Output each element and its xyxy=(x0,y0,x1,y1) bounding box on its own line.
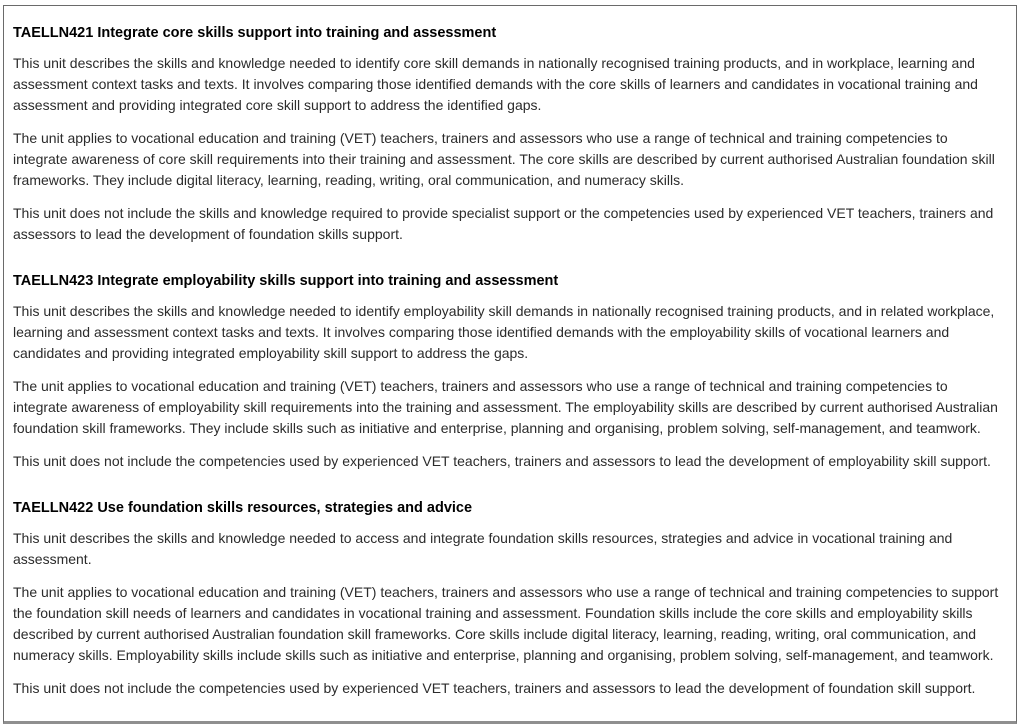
unit-paragraph: This unit describes the skills and knowledge needed to access and integrate foundation skills resources, strategies and advice in vocational training and assessment. xyxy=(13,530,953,567)
unit-section-taelln423 xyxy=(13,271,1006,472)
unit-paragraph: This unit does not include the skills and knowledge required to provide specialist support or the competencies used by experienced VET teachers, trainers and assessors to lead the development of foundation skills support. xyxy=(13,205,994,242)
unit-descriptions-box xyxy=(3,5,1017,724)
unit-paragraph: The unit applies to vocational education and training (VET) teachers, trainers and assessors who use a range of technical and training competencies to support the foundation skill needs of learners and candidates in vocational training and assessment. Foundation skills include the core skills and employability skills described by current authorised Australian foundation skill frameworks. Core skills include digital literacy, learning, reading, writing, oral communication, and numeracy skills. Employability skills include skills such as initiative and enterprise, planning and organising, problem solving, self-management, and teamwork. xyxy=(13,584,999,663)
unit-paragraph: This unit does not include the competencies used by experienced VET teachers, trainers and assessors to lead the development of employability skill support. xyxy=(13,453,991,469)
unit-paragraph: This unit describes the skills and knowledge needed to identify core skill demands in nationally recognised training products, and in workplace, learning and assessment context tasks and texts. It involves comparing those identified demands with the core skills of learners and candidates in vocational training and assessment and providing integrated core skill support to address the identified gaps. xyxy=(13,55,978,113)
unit-heading: TAELLN422 Use foundation skills resources, strategies and advice xyxy=(13,500,473,516)
unit-section-taelln422 xyxy=(13,498,1006,699)
unit-paragraph: The unit applies to vocational education and training (VET) teachers, trainers and assessors who use a range of technical and training competencies to integrate awareness of employability skill requirements into the training and assessment. The employability skills are described by current authorised Australian foundation skill frameworks. They include skills such as initiative and enterprise, planning and organising, problem solving, self-management, and teamwork. xyxy=(13,378,998,436)
unit-heading: TAELLN421 Integrate core skills support into training and assessment xyxy=(13,25,497,41)
unit-paragraph: This unit does not include the competencies used by experienced VET teachers, trainers and assessors to lead the development of foundation skill support. xyxy=(13,680,976,696)
unit-paragraph: The unit applies to vocational education and training (VET) teachers, trainers and assessors who use a range of technical and training competencies to integrate awareness of core skill requirements into their training and assessment. The core skills are described by current authorised Australian foundation skill frameworks. They include digital literacy, learning, reading, writing, oral communication, and numeracy skills. xyxy=(13,130,995,188)
unit-paragraph: This unit describes the skills and knowledge needed to identify employability skill demands in nationally recognised training products, and in related workplace, learning and assessment context tasks and texts. It involves comparing those identified demands with the employability skills of vocational learners and candidates and providing integrated employability skill support to address the gaps. xyxy=(13,303,995,361)
unit-section-taelln421 xyxy=(13,23,1006,245)
unit-heading: TAELLN423 Integrate employability skills support into training and assessment xyxy=(13,273,559,289)
